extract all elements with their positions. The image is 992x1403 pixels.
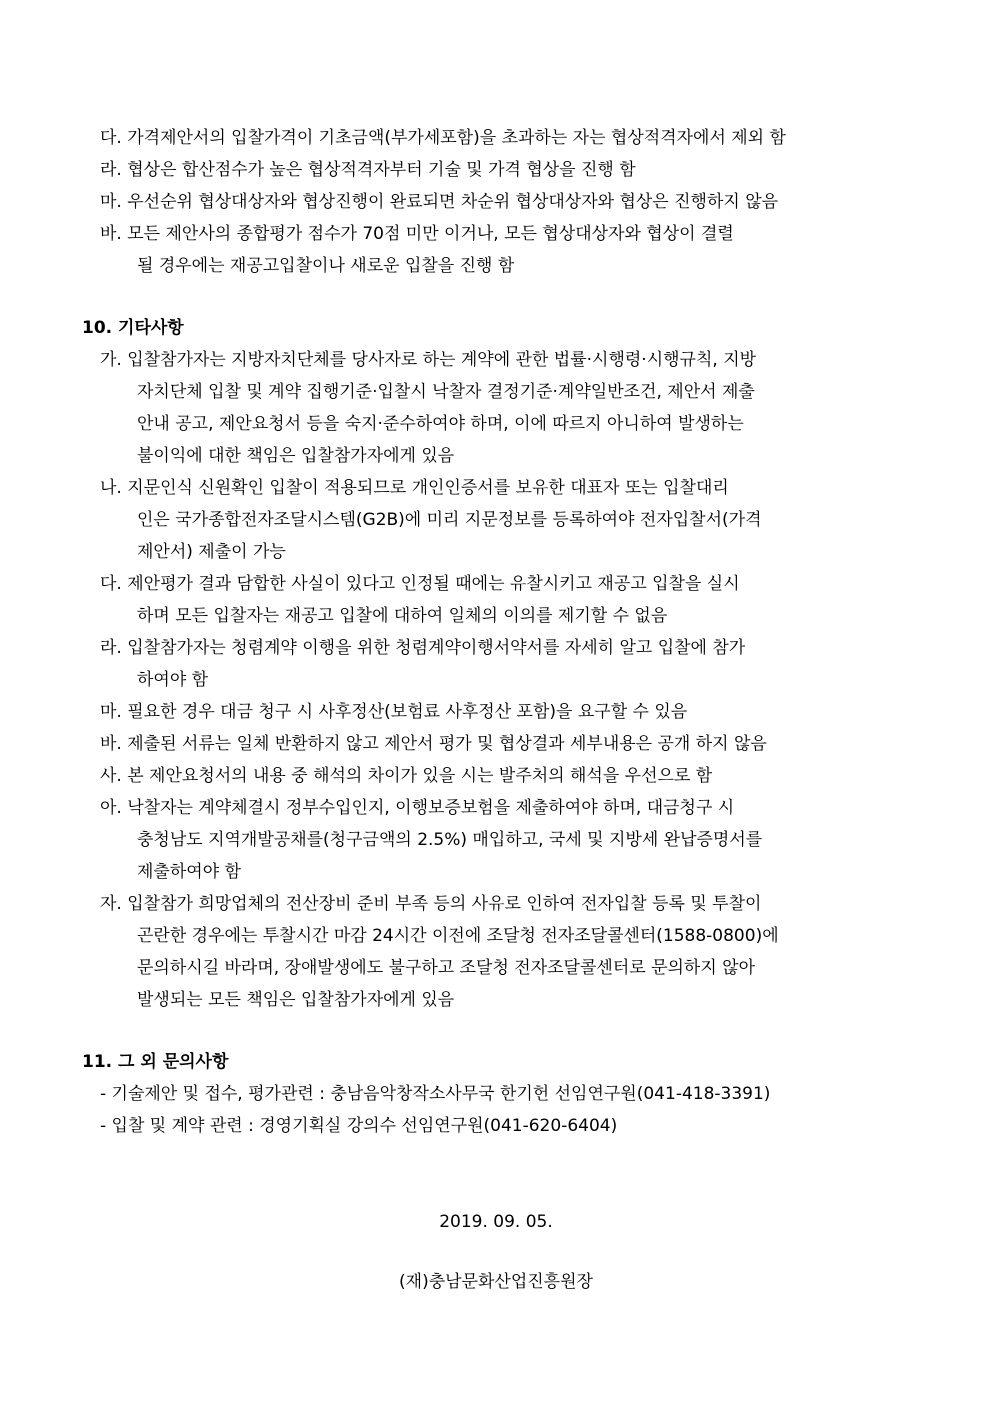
- contact-technical: - 기술제안 및 접수, 평가관련 : 충남음악창작소사무국 한기헌 선임연구원(041-418-3391): [100, 1084, 771, 1104]
- s10-line: 사. 본 제안요청서의 내용 중 해석의 차이가 있을 시는 발주처의 해석을 우선으로 함: [100, 766, 713, 786]
- s10-line: 자치단체 입찰 및 계약 집행기준·입찰시 낙찰자 결정기준·계약일반조건, 제안서 제출: [137, 382, 755, 402]
- s10-line: 곤란한 경우에는 투찰시간 마감 24시간 이전에 조달청 전자조달콜센터(1588-0800)에: [137, 926, 779, 946]
- s10-line: 다. 제안평가 결과 담합한 사실이 있다고 인정될 때에는 유찰시키고 재공고 입찰을 실시: [100, 574, 740, 594]
- s10-line: 하며 모든 입찰자는 재공고 입찰에 대하여 일체의 이의를 제기할 수 없음: [137, 606, 668, 626]
- s10-line: 제출하여야 함: [137, 862, 241, 882]
- s10-line: 안내 공고, 제안요청서 등을 숙지·준수하여야 하며, 이에 따르지 아니하여 발생하는: [137, 414, 744, 434]
- s10-line: 발생되는 모든 책임은 입찰참가자에게 있음: [137, 990, 455, 1010]
- clause-ma: 마. 우선순위 협상대상자와 협상진행이 완료되면 차순위 협상대상자와 협상은 진행하지 않음: [100, 192, 779, 212]
- s10-line: 제안서) 제출이 가능: [137, 542, 286, 562]
- s10-line: 인은 국가종합전자조달시스템(G2B)에 미리 지문정보를 등록하여야 전자입찰서(가격: [137, 510, 762, 530]
- s10-line: 충청남도 지역개발공채를(청구금액의 2.5%) 매입하고, 국세 및 지방세 완납증명서를: [137, 830, 763, 850]
- s10-line: 바. 제출된 서류는 일체 반환하지 않고 제안서 평가 및 협상결과 세부내용은 공개 하지 않음: [100, 734, 767, 754]
- document-date: 2019. 09. 05.: [439, 1212, 553, 1232]
- clause-da: 다. 가격제안서의 입찰가격이 기초금액(부가세포함)을 초과하는 자는 협상적격자에서 제외 함: [100, 128, 786, 148]
- clause-ba: 바. 모든 제안사의 종합평가 점수가 70점 미만 이거나, 모든 협상대상자와 협상이 결렬: [100, 224, 734, 244]
- clause-ba-cont: 될 경우에는 재공고입찰이나 새로운 입찰을 진행 함: [137, 256, 515, 276]
- s10-line: 불이익에 대한 책임은 입찰참가자에게 있음: [137, 446, 455, 466]
- section-10-heading: 10. 기타사항: [82, 318, 184, 338]
- issuer-name: (재)충남문화산업진흥원장: [399, 1272, 593, 1292]
- s10-line: 마. 필요한 경우 대금 청구 시 사후정산(보험료 사후정산 포함)을 요구할 수 있음: [100, 702, 688, 722]
- s10-line: 라. 입찰참가자는 청렴계약 이행을 위한 청렴계약이행서약서를 자세히 알고 입찰에 참가: [100, 638, 746, 658]
- s10-line: 하여야 함: [137, 670, 209, 690]
- section-11-heading: 11. 그 외 문의사항: [82, 1052, 229, 1072]
- s10-line: 문의하시길 바라며, 장애발생에도 불구하고 조달청 전자조달콜센터로 문의하지 않아: [137, 958, 755, 978]
- s10-line: 나. 지문인식 신원확인 입찰이 적용되므로 개인인증서를 보유한 대표자 또는 입찰대리: [100, 478, 729, 498]
- s10-line: 가. 입찰참가자는 지방자치단체를 당사자로 하는 계약에 관한 법률·시행령·시행규칙, 지방: [100, 350, 757, 370]
- contact-contract: - 입찰 및 계약 관련 : 경영기획실 강의수 선임연구원(041-620-6404): [100, 1116, 618, 1136]
- clause-ra: 라. 협상은 합산점수가 높은 협상적격자부터 기술 및 가격 협상을 진행 함: [100, 160, 636, 180]
- s10-line: 자. 입찰참가 희망업체의 전산장비 준비 부족 등의 사유로 인하여 전자입찰 등록 및 투찰이: [100, 894, 762, 914]
- s10-line: 아. 낙찰자는 계약체결시 정부수입인지, 이행보증보험을 제출하여야 하며, 대금청구 시: [100, 798, 735, 818]
